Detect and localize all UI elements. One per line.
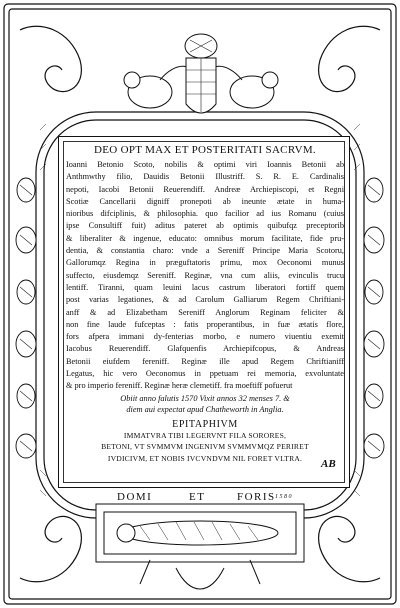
- inscription-line: non fine laude fufceptas : fatis properantibus, in fuæ ætatis flore,: [66, 319, 344, 329]
- epitaph-title: EPITAPHIVM: [172, 418, 238, 430]
- inscription-line: nepoti, Iacobi Betonii Reuerendiff. Andreæ Archiepiscopi, et Regni: [66, 184, 344, 194]
- motto-date: 1 5 8 0: [275, 494, 292, 500]
- motto-word-foris: FORIS: [237, 491, 276, 503]
- inscription-line: fors afpera immani dy-fenterias morbo, e numero viuentiu exemit: [66, 332, 344, 342]
- inscription-line: Iacobus Reuerendiff. Glafquenfis Archiepifcopus, & Andreas: [66, 344, 344, 354]
- inscription-line: ipse Consultiff fuit) aditus pateret ab optimis quibufqz preceptorib: [66, 221, 344, 231]
- inscription-line: nioribus difciplinis, & philosophia. quo facilior ad ius Romanu (cuius: [66, 209, 344, 219]
- inscription-line: Legatus, hic vero Oeconomus in ppetuam rei memoria, exvoluntate: [66, 369, 344, 379]
- inscription-text: [66, 142, 344, 482]
- motto-word-et: ET: [189, 491, 206, 503]
- inscription-line: Scotiæ Cancellarii digniff pronepoti ab ineunte ætate in huma-: [66, 196, 344, 206]
- epitaph-line: IVDICIVM, ET NOBIS IVCVNDVM NIL FORET VLTRA.: [107, 453, 303, 463]
- inscription-line: & liberaliter & ingenue, educato: omnibus morum facilitate, fide pru-: [66, 233, 344, 243]
- epitaph-line: BETONI, VT SVMMVM INGENIVM SVMMVMQZ PERIRET: [101, 442, 309, 452]
- engraver-monogram: AB: [321, 458, 336, 470]
- epitaph-verse: [66, 430, 344, 465]
- motto-word-domi: DOMI: [117, 491, 153, 503]
- obiit-line: diem aui expectat apud Chatheworth in Anglia.: [126, 405, 284, 415]
- dedication-heading: DEO OPT MAX ET POSTERITATI SACRVM.: [94, 144, 316, 156]
- inscription-line: Anthmwthy filio, Dauidis Betonii Illustriff. S. R. E. Cardinalis: [66, 172, 344, 182]
- inscription-line: Betonii eiufdem fereniff. Reginæ ille apud Regem Chriftianiff: [66, 356, 344, 366]
- inscription-line: suffecto, eiusdemqz Sereniff. Reginæ, vna cum aliis, evinculis trucu: [66, 270, 344, 280]
- inscription-line: lentiff. Tiranni, quam leuini lacus castrum liberatori fortiff quem: [66, 282, 344, 292]
- inscription-line: Gallorumqz Regina in præguftatoris primu, mox Oeconomi munus: [66, 258, 344, 268]
- inscription-line: & pro imperio fereniff. Reginæ heræ clemetiff. fra moeftiff pofuerut: [66, 381, 293, 391]
- inscription-line: anff & ad Elizabetham Sereniff Anglorum Reginam feliciter &: [66, 307, 344, 317]
- epitaph-line: IMMATVRA TIBI LEGERVNT FILA SORORES,: [123, 430, 287, 440]
- inscription-line: post varias legationes, & ad Carolum Galliarum Regem Chriftiani-: [66, 295, 344, 305]
- obiit-block: [66, 393, 344, 416]
- inscription-line: Ioanni Betonio Scoto, nobilis & optimi viri Ioannis Betonii ab: [66, 160, 344, 169]
- obiit-line: Obiit anno falutis 1570 Vixit annos 32 menses 7. &: [120, 393, 290, 403]
- inscription-body: [66, 159, 344, 393]
- inscription-line: dentia, & constantia charo: vnde a Sereniff Principe Maria Scotoru,: [66, 246, 344, 256]
